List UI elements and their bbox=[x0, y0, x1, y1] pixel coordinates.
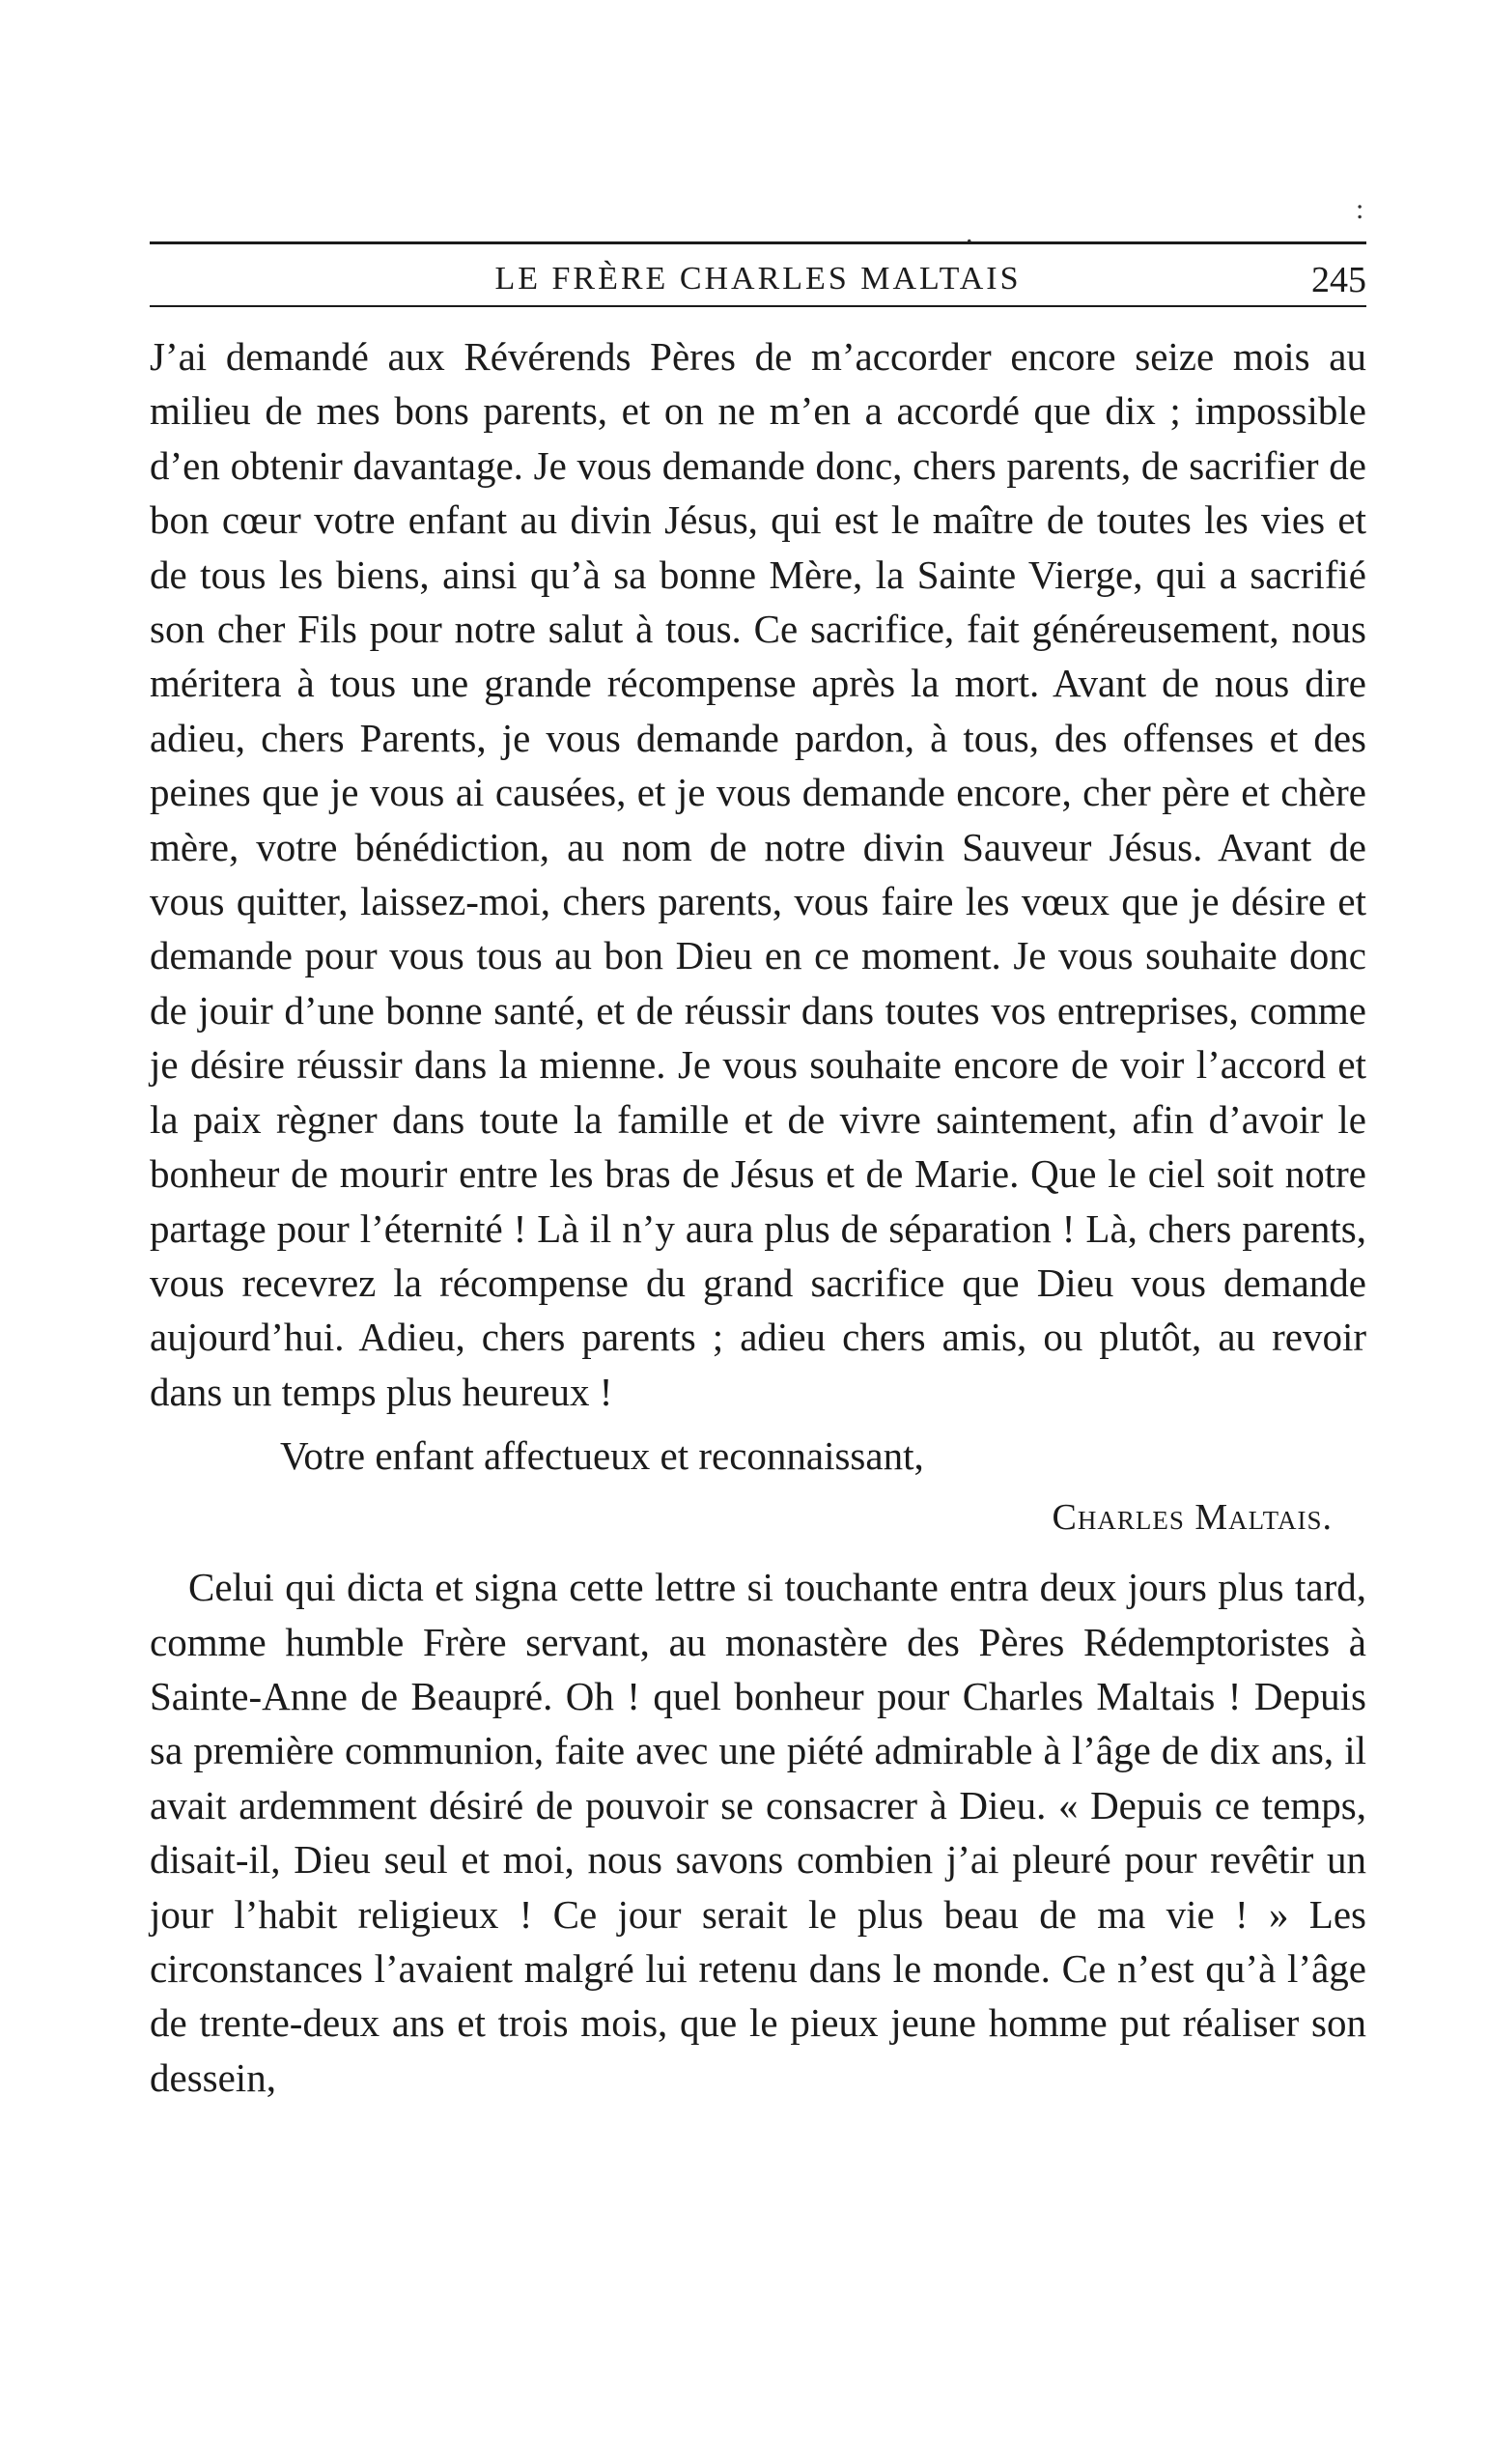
narrative-paragraph: Celui qui dicta et signa cette lettre si touchante entra deux jours plus tard, comme humble Frère servant, au monastère des Pères Rédemptoristes à Sainte-Anne de Beaupré. Oh ! quel bonheur pour Charles Maltais ! Depuis sa première communion, faite avec une piété admirable à l’âge de dix ans, il avait ardemment désiré de pouvoir se consacrer à Dieu. « Depuis ce temps, disait-il, Dieu seul et moi, nous savons combien j’ai pleuré pour revêtir un jour l’habit religieux ! Ce jour serait le plus beau de ma vie ! » Les circonstances l’avaient malgré lui retenu dans le monde. Ce n’est qu’à l’âge de trente-deux ans et trois mois, que le pieux jeune homme put réaliser son dessein, bbox=[150, 1565, 1366, 2100]
print-speck: : bbox=[1356, 193, 1364, 225]
letter-signature: Charles Maltais. bbox=[1052, 1497, 1333, 1539]
header-rule-top bbox=[150, 241, 1366, 244]
header-rule-bottom bbox=[150, 305, 1366, 307]
running-title: LE FRÈRE CHARLES MALTAIS bbox=[494, 261, 1022, 297]
letter-closing: Votre enfant affectueux et reconnaissant, bbox=[280, 1433, 924, 1479]
page-body bbox=[150, 329, 1366, 2105]
page-number: 245 bbox=[1311, 260, 1366, 300]
letter-paragraph: J’ai demandé aux Révérends Pères de m’accorder encore seize mois au milieu de mes bons parents, et on ne m’en a accordé que dix ; impossible d’en obtenir davantage. Je vous demande donc, chers parents, de sacrifier de bon cœur votre enfant au divin Jésus, qui est le maître de toutes les vies et de tous les biens, ainsi qu’à sa bonne Mère, la Sainte Vierge, qui a sacrifié son cher Fils pour notre salut à tous. Ce sacrifice, fait généreusement, nous méritera à tous une grande récompense après la mort. Avant de nous dire adieu, chers Parents, je vous demande pardon, à tous, des offenses et des peines que je vous ai causées, et je vous demande encore, cher père et chère mère, votre bénédiction, au nom de notre divin Sauveur Jésus. Avant de vous quitter, laissez-moi, chers parents, vous faire les vœux que je désire et demande pour vous tous au bon Dieu en ce moment. Je vous souhaite donc de jouir d’une bonne santé, et de réussir dans toutes vos entreprises, comme je désire réussir dans la mienne. Je vous souhaite encore de voir l’accord et la paix règner dans toute la famille et de vivre saintement, afin d’avoir le bonheur de mourir entre les bras de Jésus et de Marie. Que le ciel soit notre partage pour l’éternité ! Là il n’y aura plus de séparation ! Là, chers parents, vous recevrez la récompense du grand sacrifice que Dieu vous demande aujourd’hui. Adieu, chers parents ; adieu chers amis, ou plutôt, au revoir dans un temps plus heureux ! bbox=[150, 334, 1366, 1414]
running-header bbox=[150, 255, 1366, 303]
print-speck: . bbox=[966, 217, 973, 249]
